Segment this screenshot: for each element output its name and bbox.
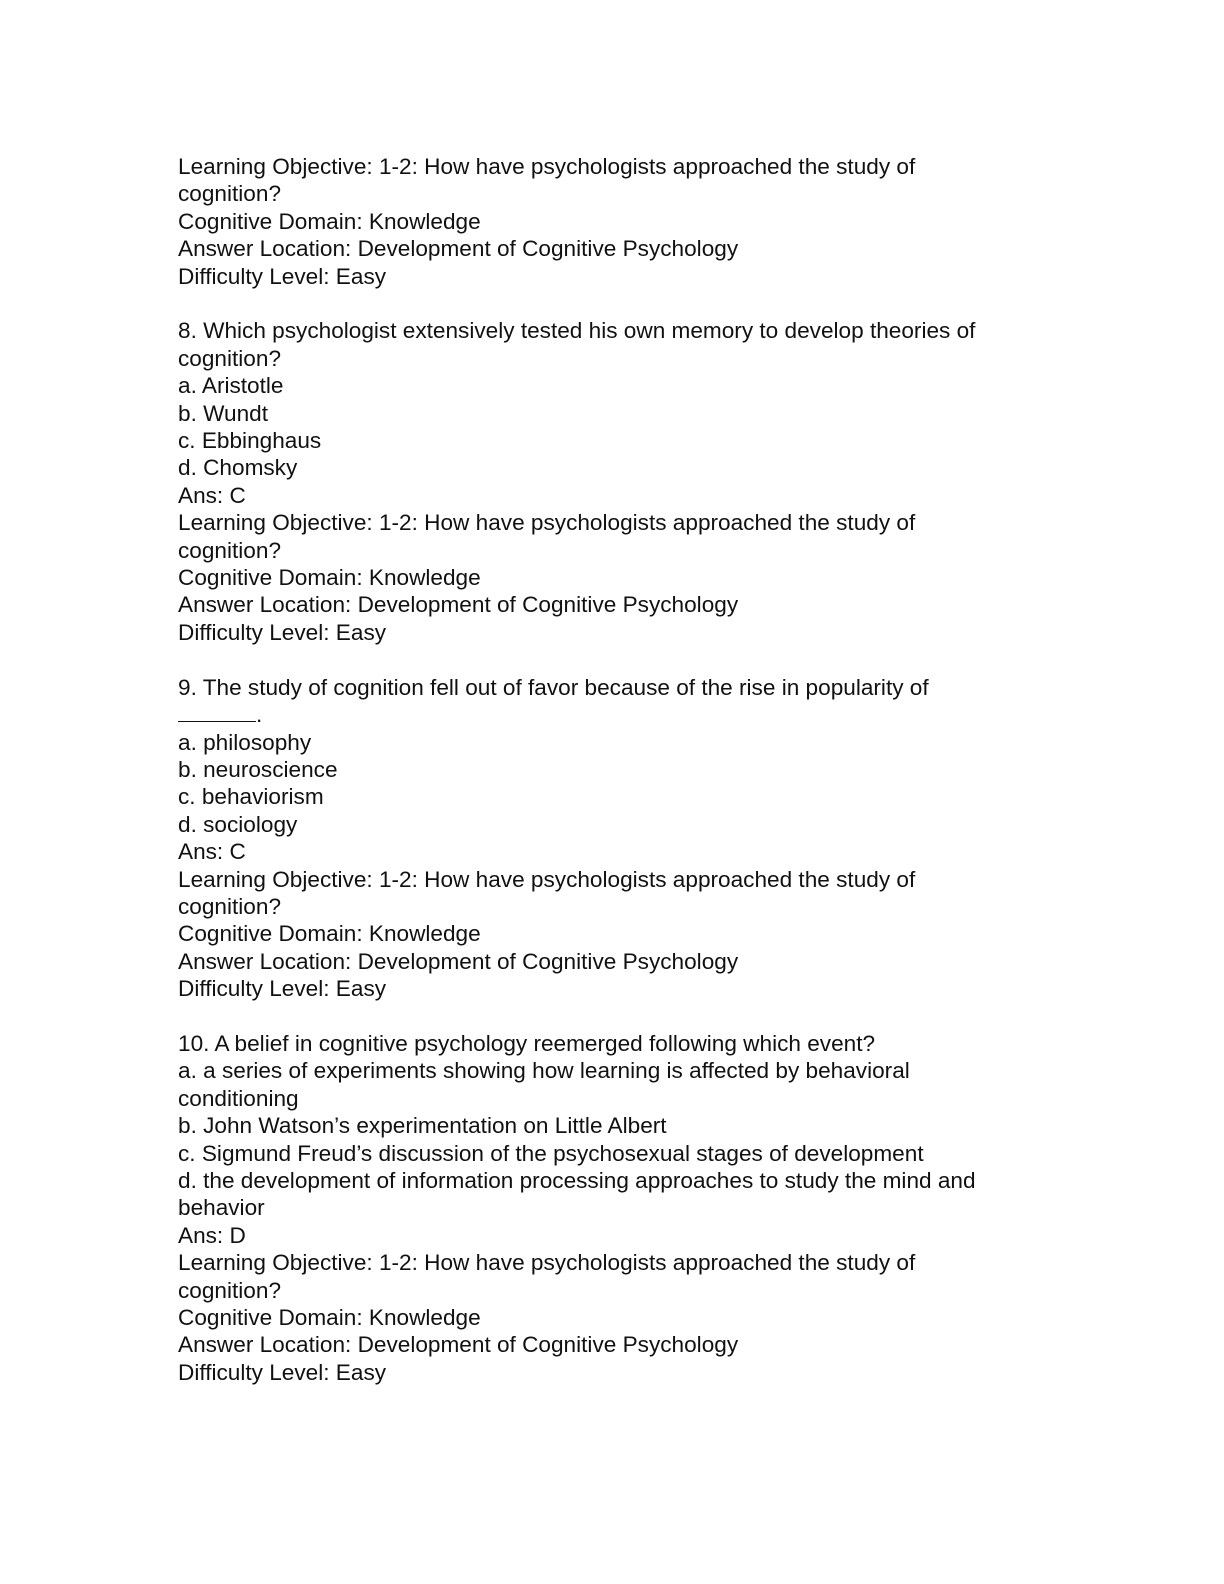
option-b: b. Wundt <box>178 400 269 426</box>
learning-objective-line: Learning Objective: 1-2: How have psychologists approached the study of <box>178 510 916 536</box>
fill-in-blank-line <box>178 701 1038 728</box>
learning-objective-line-cont: cognition? <box>178 893 282 919</box>
spacer <box>178 646 1038 673</box>
question-7-meta <box>178 153 1038 290</box>
learning-objective-line: Learning Objective: 1-2: How have psychologists approached the study of <box>178 1250 916 1276</box>
difficulty-level-line: Difficulty Level: Easy <box>178 263 387 289</box>
answer-line: Ans: D <box>178 1222 246 1248</box>
option-b: b. John Watson’s experimentation on Little Albert <box>178 1113 667 1139</box>
learning-objective-line: Learning Objective: 1-2: How have psychologists approached the study of <box>178 154 916 179</box>
fill-in-blank <box>178 703 256 722</box>
option-c: c. behaviorism <box>178 784 324 810</box>
question-10 <box>178 1030 1038 1386</box>
option-a: a. philosophy <box>178 729 312 755</box>
option-d-cont: behavior <box>178 1195 265 1221</box>
difficulty-level-line: Difficulty Level: Easy <box>178 619 387 645</box>
cognitive-domain-line: Cognitive Domain: Knowledge <box>178 1305 481 1331</box>
option-c: c. Sigmund Freud’s discussion of the psychosexual stages of development <box>178 1140 924 1166</box>
question-8-text: 8. Which psychologist extensively tested his own memory to develop theories of <box>178 318 976 344</box>
learning-objective-line-cont: cognition? <box>178 1277 282 1303</box>
option-d: d. Chomsky <box>178 455 298 481</box>
answer-location-line: Answer Location: Development of Cognitive Psychology <box>178 592 739 618</box>
difficulty-level-line: Difficulty Level: Easy <box>178 1359 387 1385</box>
question-10-text: 10. A belief in cognitive psychology reemerged following which event? <box>178 1030 876 1056</box>
learning-objective-line: Learning Objective: 1-2: How have psychologists approached the study of <box>178 866 916 892</box>
difficulty-level-line: Difficulty Level: Easy <box>178 976 387 1002</box>
cognitive-domain-line: Cognitive Domain: Knowledge <box>178 208 481 234</box>
option-a: a. a series of experiments showing how learning is affected by behavioral <box>178 1058 910 1084</box>
answer-location-line: Answer Location: Development of Cognitive Psychology <box>178 236 739 262</box>
option-a: a. Aristotle <box>178 373 284 399</box>
option-a-cont: conditioning <box>178 1085 299 1111</box>
cognitive-domain-line: Cognitive Domain: Knowledge <box>178 921 481 947</box>
question-8-text-cont: cognition? <box>178 345 282 371</box>
question-8 <box>178 317 1038 646</box>
spacer <box>178 1003 1038 1030</box>
blank-suffix: . <box>256 702 263 728</box>
option-d: d. the development of information processing approaches to study the mind and <box>178 1167 976 1193</box>
spacer <box>178 290 1038 317</box>
document-page <box>178 153 1038 1386</box>
answer-location-line: Answer Location: Development of Cognitive Psychology <box>178 948 739 974</box>
answer-line: Ans: C <box>178 482 246 508</box>
answer-location-line: Answer Location: Development of Cognitive Psychology <box>178 1332 739 1358</box>
option-c: c. Ebbinghaus <box>178 428 322 454</box>
learning-objective-line-cont: cognition? <box>178 537 282 563</box>
option-b: b. neuroscience <box>178 756 338 782</box>
question-9 <box>178 674 1038 1003</box>
option-d: d. sociology <box>178 811 298 837</box>
learning-objective-line-cont: cognition? <box>178 181 282 207</box>
question-9-text: 9. The study of cognition fell out of favor because of the rise in popularity of <box>178 674 929 700</box>
answer-line: Ans: C <box>178 839 246 865</box>
cognitive-domain-line: Cognitive Domain: Knowledge <box>178 565 481 591</box>
